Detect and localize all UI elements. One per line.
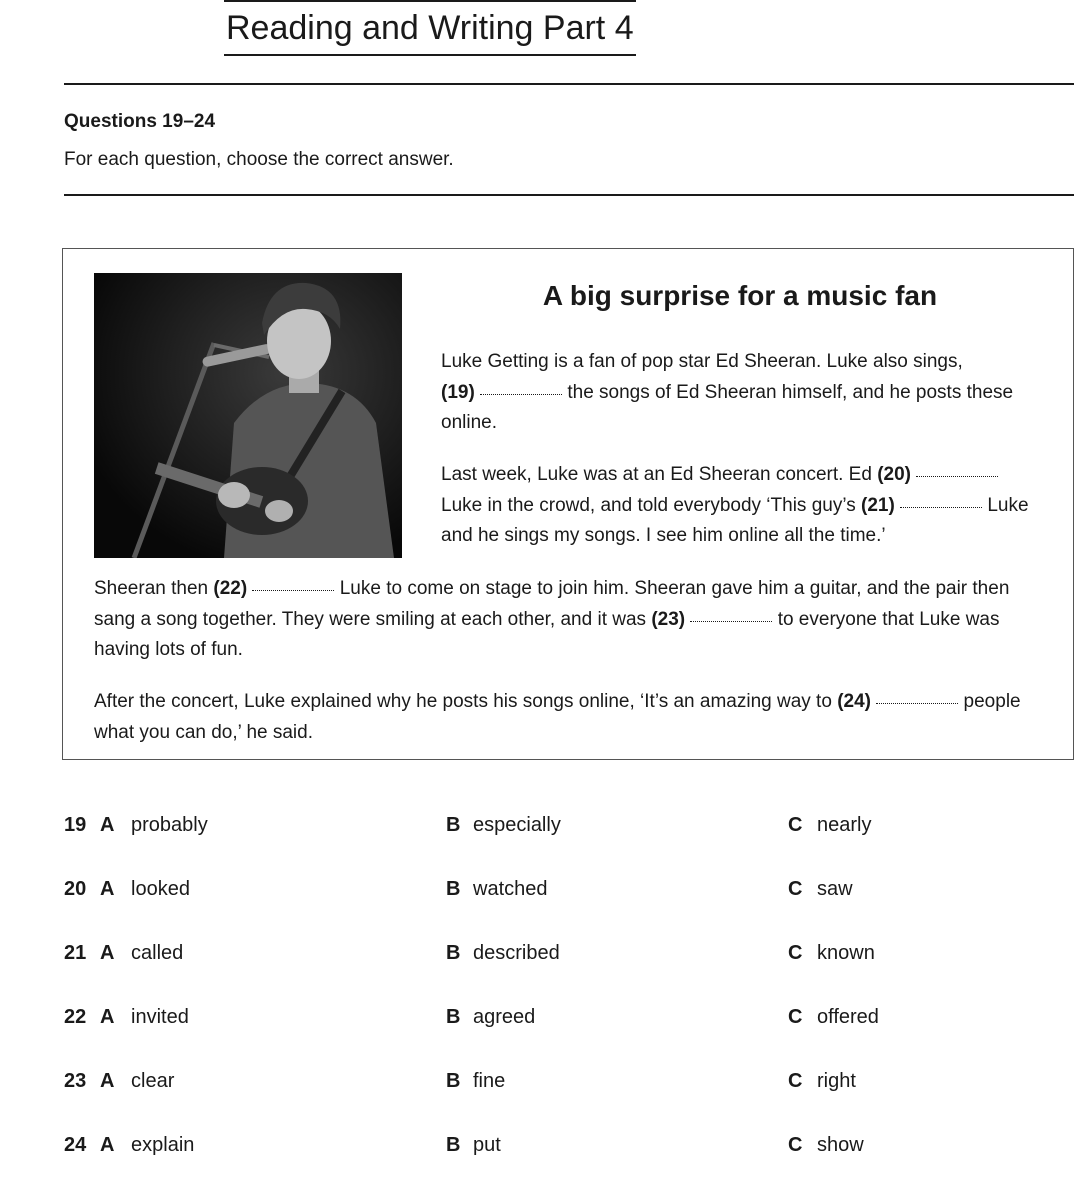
paragraph-text: to everyone that Luke was having lots of fun.	[94, 608, 1000, 661]
article-paragraph	[441, 460, 1041, 552]
answer-gap	[876, 703, 958, 704]
option-b-letter: B	[446, 1134, 461, 1156]
option-a-letter: A	[100, 1006, 115, 1028]
question-row	[0, 872, 1080, 906]
paragraph-text: Last week, Luke was at an Ed Sheeran concert. Ed	[441, 464, 872, 485]
paragraph-text: Sheeran then	[94, 578, 209, 599]
option-c-letter: C	[788, 942, 803, 964]
gap-number: (20)	[877, 464, 912, 485]
article-paragraph	[94, 687, 1046, 748]
paragraph-text: After the concert, Luke explained why he posts his songs online, ‘It’s an amazing way to	[94, 691, 832, 712]
option-b-letter: B	[446, 1006, 461, 1028]
option-a[interactable]: explain	[131, 1134, 195, 1156]
gap-number: (23)	[651, 608, 686, 630]
option-b[interactable]: described	[473, 942, 560, 964]
option-b[interactable]: agreed	[473, 1006, 536, 1028]
paragraph-text: people what you can do,’ he said.	[94, 691, 1021, 743]
option-a[interactable]: called	[131, 942, 184, 964]
paragraph-text: Luke Getting is a fan of pop star Ed Sheeran. Luke also sings,	[441, 351, 963, 372]
question-number: 24	[64, 1134, 87, 1156]
option-c-letter: C	[788, 878, 803, 900]
option-c[interactable]: offered	[817, 1006, 879, 1028]
article-photo	[94, 273, 402, 558]
article-paragraph	[441, 347, 1041, 439]
question-number: 23	[64, 1070, 87, 1092]
option-a[interactable]: clear	[131, 1070, 175, 1092]
option-b-letter: B	[446, 1070, 461, 1092]
question-number: 22	[64, 1006, 87, 1028]
option-c[interactable]: show	[817, 1134, 864, 1156]
option-a[interactable]: probably	[131, 814, 208, 836]
option-a[interactable]: looked	[131, 878, 190, 900]
option-b[interactable]: especially	[473, 814, 561, 836]
option-a-letter: A	[100, 942, 115, 964]
answer-gap	[690, 621, 772, 622]
gap-number: (19)	[441, 381, 475, 403]
question-number: 19	[64, 814, 87, 836]
option-c-letter: C	[788, 1070, 803, 1092]
answer-gap	[916, 476, 998, 477]
question-row	[0, 1128, 1080, 1162]
option-b-letter: B	[446, 942, 461, 964]
option-c-letter: C	[788, 1006, 803, 1028]
option-c[interactable]: nearly	[817, 814, 872, 836]
question-row	[0, 936, 1080, 970]
question-row	[0, 1064, 1080, 1098]
option-c[interactable]: right	[817, 1070, 856, 1092]
option-b[interactable]: fine	[473, 1070, 506, 1092]
bottom-divider	[64, 194, 1074, 196]
question-row	[0, 808, 1080, 842]
paragraph-text: Luke in the crowd, and told everybody ‘This guy’s	[441, 494, 856, 516]
answer-gap	[252, 590, 334, 591]
option-a-letter: A	[100, 1134, 115, 1156]
option-c[interactable]: saw	[817, 878, 853, 900]
option-a-letter: A	[100, 878, 115, 900]
article-title: A big surprise for a music fan	[542, 280, 938, 311]
answer-gap	[900, 507, 982, 508]
gap-number: (24)	[837, 691, 871, 712]
option-c-letter: C	[788, 1134, 803, 1156]
option-c-letter: C	[788, 814, 803, 836]
option-c[interactable]: known	[817, 942, 875, 964]
instruction-text: For each question, choose the correct answer.	[64, 149, 454, 170]
option-a-letter: A	[100, 814, 115, 836]
paragraph-text: Luke to come on stage to join him. Sheeran gave him a guitar, and the pair then sang a song together. They were smiling at each other, and it was	[94, 578, 1010, 630]
question-number: 21	[64, 942, 87, 964]
gap-number: (21)	[861, 494, 895, 516]
option-b[interactable]: watched	[473, 878, 548, 900]
option-b-letter: B	[446, 878, 461, 900]
questions-heading: Questions 19–24	[64, 111, 216, 132]
top-divider	[64, 83, 1074, 85]
page-title: Reading and Writing Part 4	[224, 0, 636, 56]
option-a-letter: A	[100, 1070, 115, 1092]
option-b-letter: B	[446, 814, 461, 836]
paragraph-text: the songs of Ed Sheeran himself, and he posts these online.	[441, 381, 1014, 434]
paragraph-text: Luke and he sings my songs. I see him online all the time.’	[441, 494, 1029, 547]
question-number: 20	[64, 878, 87, 900]
article-paragraph	[94, 574, 1044, 666]
gap-number: (22)	[213, 578, 248, 599]
question-row	[0, 1000, 1080, 1034]
answer-gap	[480, 394, 562, 395]
option-b[interactable]: put	[473, 1134, 501, 1156]
option-a[interactable]: invited	[131, 1006, 189, 1028]
